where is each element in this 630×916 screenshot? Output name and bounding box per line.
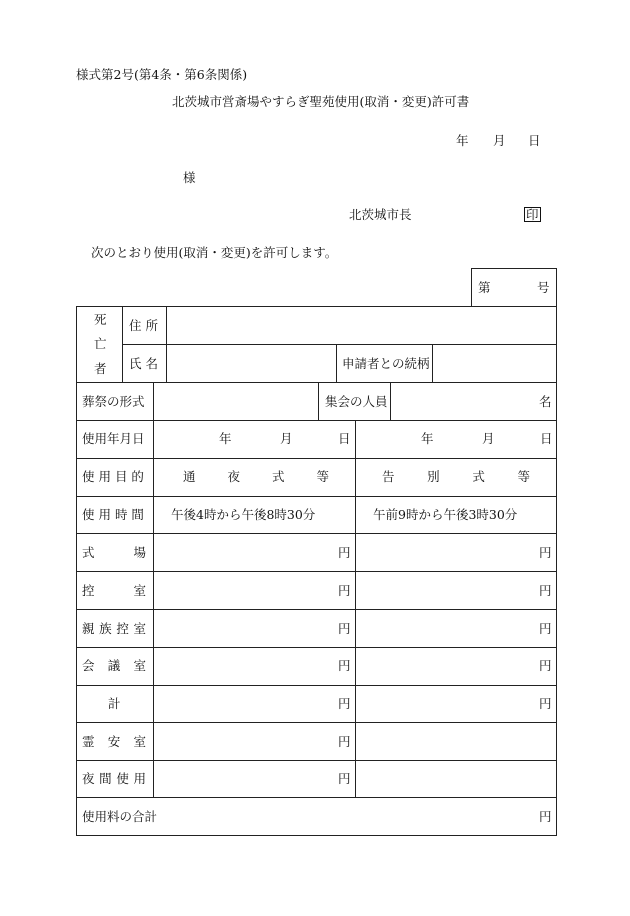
fee-label-mortuary: 霊 安 室	[82, 734, 146, 749]
lead-sentence: 次のとおり使用(取消・変更)を許可します。	[91, 245, 338, 260]
time-label: 使 用 時 間	[82, 507, 144, 522]
form-number: 様式第2号(第4条・第6条関係)	[76, 67, 248, 82]
wake-month: 月	[280, 431, 293, 446]
fee-label-meeting-room: 会 議 室	[82, 658, 146, 673]
yen-unit: 円	[539, 696, 552, 711]
attendees-label: 集会の人員	[325, 394, 388, 409]
number-suffix: 号	[537, 280, 550, 295]
use-date-label: 使用年月日	[82, 431, 145, 446]
yen-unit: 円	[338, 734, 351, 749]
seal-mark: 印	[526, 207, 539, 222]
yen-unit: 円	[539, 658, 552, 673]
attendees-unit: 名	[539, 394, 552, 409]
fee-label-hall: 式 場	[82, 545, 146, 560]
yen-unit: 円	[338, 583, 351, 598]
addressee-suffix: 様	[183, 170, 196, 185]
yen-unit: 円	[539, 583, 552, 598]
yen-unit: 円	[338, 658, 351, 673]
wake-year: 年	[219, 431, 232, 446]
purpose-wake: 通 夜 式 等	[183, 469, 329, 484]
yen-unit: 円	[338, 771, 351, 786]
purpose-label: 使 用 目 的	[82, 469, 144, 484]
yen-unit: 円	[338, 545, 351, 560]
name-label: 氏 名	[129, 356, 158, 371]
yen-unit: 円	[539, 809, 552, 824]
ceremony-form-label: 葬祭の形式	[82, 394, 145, 409]
fee-label-family-room: 親 族 控 室	[82, 621, 146, 636]
address-label: 住 所	[129, 318, 158, 333]
relation-label: 申請者との続柄	[342, 356, 430, 371]
date-year-label: 年	[456, 133, 469, 148]
deceased-label-1: 死	[94, 312, 107, 327]
purpose-farewell: 告 別 式 等	[382, 469, 530, 484]
document-title: 北茨城市営斎場やすらぎ聖苑使用(取消・変更)許可書	[172, 94, 470, 109]
yen-unit: 円	[539, 545, 552, 560]
farewell-year: 年	[421, 431, 434, 446]
date-day-label: 日	[528, 133, 541, 148]
deceased-label-2: 亡	[94, 336, 107, 351]
number-prefix: 第	[478, 280, 491, 295]
deceased-label-3: 者	[94, 361, 107, 376]
yen-unit: 円	[338, 696, 351, 711]
fee-label-subtotal: 計	[108, 696, 121, 711]
wake-day: 日	[338, 431, 351, 446]
issuer-name: 北茨城市長	[349, 207, 412, 222]
date-month-label: 月	[493, 133, 506, 148]
time-wake: 午後4時から午後8時30分	[171, 507, 316, 522]
fee-label-waiting-room: 控 室	[82, 583, 146, 598]
time-farewell: 午前9時から午後3時30分	[373, 507, 518, 522]
fee-label-night-use: 夜 間 使 用	[82, 771, 146, 786]
yen-unit: 円	[338, 621, 351, 636]
farewell-month: 月	[482, 431, 495, 446]
total-fee-label: 使用料の合計	[82, 809, 158, 824]
yen-unit: 円	[539, 621, 552, 636]
farewell-day: 日	[540, 431, 553, 446]
